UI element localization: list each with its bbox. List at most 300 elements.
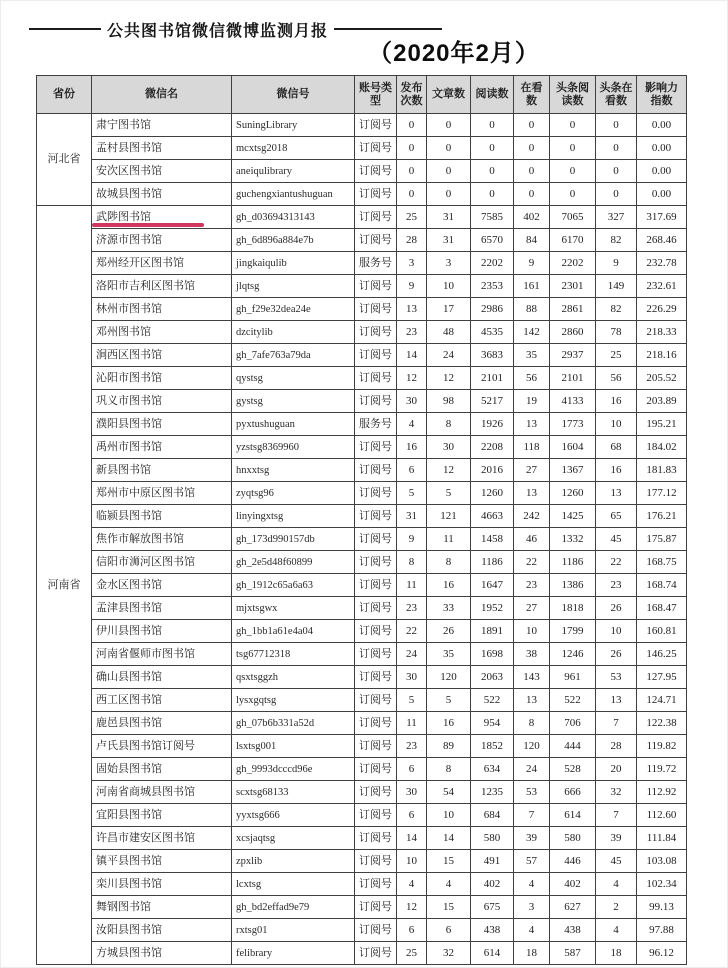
headline-read-cell: 0 <box>550 137 596 160</box>
wechat-name-cell: 涧西区图书馆 <box>92 344 232 367</box>
article-count-cell: 98 <box>427 390 471 413</box>
table-row <box>37 459 687 482</box>
headline-read-cell: 587 <box>550 942 596 965</box>
influence-index-cell: 232.61 <box>637 275 687 298</box>
influence-index-cell: 111.84 <box>637 827 687 850</box>
account-type-cell: 订阅号 <box>355 436 397 459</box>
read-count-cell: 634 <box>471 758 514 781</box>
look-count-cell: 7 <box>514 804 550 827</box>
column-header-0: 省份 <box>37 76 92 114</box>
headline-look-cell: 16 <box>596 390 637 413</box>
influence-index-cell: 232.78 <box>637 252 687 275</box>
publish-count-cell: 3 <box>397 252 427 275</box>
influence-index-cell: 0.00 <box>637 160 687 183</box>
table-row <box>37 850 687 873</box>
publish-count-cell: 8 <box>397 551 427 574</box>
province-cell: 河南省 <box>37 206 92 965</box>
wechat-name-cell: 宜阳县图书馆 <box>92 804 232 827</box>
account-type-cell: 服务号 <box>355 413 397 436</box>
read-count-cell: 1647 <box>471 574 514 597</box>
wechat-name-cell: 故城县图书馆 <box>92 183 232 206</box>
influence-index-cell: 226.29 <box>637 298 687 321</box>
article-count-cell: 15 <box>427 850 471 873</box>
column-header-6: 阅读数 <box>471 76 514 114</box>
wechat-id-cell: zyqtsg96 <box>232 482 355 505</box>
headline-read-cell: 402 <box>550 873 596 896</box>
column-header-3: 账号类型 <box>355 76 397 114</box>
headline-look-cell: 13 <box>596 689 637 712</box>
headline-look-cell: 32 <box>596 781 637 804</box>
table-row <box>37 137 687 160</box>
account-type-cell: 订阅号 <box>355 896 397 919</box>
article-count-cell: 0 <box>427 160 471 183</box>
headline-read-cell: 1332 <box>550 528 596 551</box>
wechat-name-cell: 确山县图书馆 <box>92 666 232 689</box>
account-type-cell: 订阅号 <box>355 850 397 873</box>
wechat-id-cell: lcxtsg <box>232 873 355 896</box>
table-row <box>37 919 687 942</box>
headline-read-cell: 438 <box>550 919 596 942</box>
read-count-cell: 2202 <box>471 252 514 275</box>
account-type-cell: 订阅号 <box>355 160 397 183</box>
read-count-cell: 5217 <box>471 390 514 413</box>
look-count-cell: 22 <box>514 551 550 574</box>
influence-index-cell: 0.00 <box>637 183 687 206</box>
look-count-cell: 35 <box>514 344 550 367</box>
account-type-cell: 订阅号 <box>355 298 397 321</box>
look-count-cell: 4 <box>514 919 550 942</box>
headline-look-cell: 18 <box>596 942 637 965</box>
headline-look-cell: 78 <box>596 321 637 344</box>
publish-count-cell: 6 <box>397 804 427 827</box>
publish-count-cell: 9 <box>397 528 427 551</box>
article-count-cell: 0 <box>427 183 471 206</box>
wechat-id-cell: zpxlib <box>232 850 355 873</box>
publish-count-cell: 13 <box>397 298 427 321</box>
wechat-id-cell: mjxtsgwx <box>232 597 355 620</box>
article-count-cell: 121 <box>427 505 471 528</box>
look-count-cell: 142 <box>514 321 550 344</box>
wechat-id-cell: qsxtsggzh <box>232 666 355 689</box>
article-count-cell: 6 <box>427 919 471 942</box>
article-count-cell: 11 <box>427 528 471 551</box>
publish-count-cell: 6 <box>397 758 427 781</box>
publish-count-cell: 16 <box>397 436 427 459</box>
headline-read-cell: 0 <box>550 160 596 183</box>
publish-count-cell: 6 <box>397 459 427 482</box>
wechat-id-cell: gh_07b6b331a52d <box>232 712 355 735</box>
influence-index-cell: 184.02 <box>637 436 687 459</box>
column-header-5: 文章数 <box>427 76 471 114</box>
look-count-cell: 0 <box>514 183 550 206</box>
wechat-name-cell: 河南省商城县图书馆 <box>92 781 232 804</box>
headline-read-cell: 528 <box>550 758 596 781</box>
influence-index-cell: 177.12 <box>637 482 687 505</box>
wechat-name-cell: 武陟图书馆 <box>92 206 232 229</box>
wechat-name-cell: 西工区图书馆 <box>92 689 232 712</box>
account-type-cell: 服务号 <box>355 252 397 275</box>
influence-index-cell: 168.75 <box>637 551 687 574</box>
table-row <box>37 942 687 965</box>
publish-count-cell: 11 <box>397 574 427 597</box>
headline-look-cell: 82 <box>596 229 637 252</box>
headline-look-cell: 45 <box>596 528 637 551</box>
influence-index-cell: 176.21 <box>637 505 687 528</box>
column-header-8: 头条阅读数 <box>550 76 596 114</box>
account-type-cell: 订阅号 <box>355 712 397 735</box>
look-count-cell: 120 <box>514 735 550 758</box>
article-count-cell: 54 <box>427 781 471 804</box>
headline-look-cell: 4 <box>596 919 637 942</box>
read-count-cell: 954 <box>471 712 514 735</box>
wechat-id-cell: mcxtsg2018 <box>232 137 355 160</box>
headline-read-cell: 706 <box>550 712 596 735</box>
read-count-cell: 1186 <box>471 551 514 574</box>
wechat-name-cell: 禹州市图书馆 <box>92 436 232 459</box>
wechat-id-cell: rxtsg01 <box>232 919 355 942</box>
wechat-name-cell: 郑州市中原区图书馆 <box>92 482 232 505</box>
read-count-cell: 491 <box>471 850 514 873</box>
influence-index-cell: 0.00 <box>637 114 687 137</box>
headline-look-cell: 56 <box>596 367 637 390</box>
wechat-name-cell: 新县图书馆 <box>92 459 232 482</box>
headline-read-cell: 446 <box>550 850 596 873</box>
table-row <box>37 298 687 321</box>
read-count-cell: 3683 <box>471 344 514 367</box>
influence-index-cell: 168.74 <box>637 574 687 597</box>
article-count-cell: 30 <box>427 436 471 459</box>
headline-read-cell: 4133 <box>550 390 596 413</box>
headline-look-cell: 16 <box>596 459 637 482</box>
wechat-name-cell: 洛阳市吉利区图书馆 <box>92 275 232 298</box>
table-row <box>37 229 687 252</box>
wechat-name-cell: 孟村县图书馆 <box>92 137 232 160</box>
wechat-id-cell: pyxtushuguan <box>232 413 355 436</box>
read-count-cell: 1891 <box>471 620 514 643</box>
headline-read-cell: 2202 <box>550 252 596 275</box>
publish-count-cell: 4 <box>397 873 427 896</box>
read-count-cell: 2101 <box>471 367 514 390</box>
report-masthead <box>1 1 727 39</box>
influence-index-cell: 317.69 <box>637 206 687 229</box>
influence-index-cell: 181.83 <box>637 459 687 482</box>
table-row <box>37 804 687 827</box>
influence-index-cell: 103.08 <box>637 850 687 873</box>
headline-read-cell: 1773 <box>550 413 596 436</box>
account-type-cell: 订阅号 <box>355 482 397 505</box>
wechat-id-cell: hnxxtsg <box>232 459 355 482</box>
table-header-row <box>37 76 687 114</box>
wechat-name-cell: 固始县图书馆 <box>92 758 232 781</box>
publish-count-cell: 4 <box>397 413 427 436</box>
look-count-cell: 27 <box>514 597 550 620</box>
account-type-cell: 订阅号 <box>355 321 397 344</box>
account-type-cell: 订阅号 <box>355 459 397 482</box>
headline-look-cell: 9 <box>596 252 637 275</box>
headline-read-cell: 961 <box>550 666 596 689</box>
headline-look-cell: 7 <box>596 712 637 735</box>
influence-index-cell: 203.89 <box>637 390 687 413</box>
look-count-cell: 27 <box>514 459 550 482</box>
wechat-id-cell: tsg67712318 <box>232 643 355 666</box>
headline-read-cell: 2860 <box>550 321 596 344</box>
read-count-cell: 522 <box>471 689 514 712</box>
publish-count-cell: 24 <box>397 643 427 666</box>
influence-index-cell: 119.72 <box>637 758 687 781</box>
account-type-cell: 订阅号 <box>355 551 397 574</box>
read-count-cell: 2016 <box>471 459 514 482</box>
wechat-name-cell: 镇平县图书馆 <box>92 850 232 873</box>
look-count-cell: 8 <box>514 712 550 735</box>
article-count-cell: 26 <box>427 620 471 643</box>
account-type-cell: 订阅号 <box>355 597 397 620</box>
look-count-cell: 18 <box>514 942 550 965</box>
article-count-cell: 10 <box>427 275 471 298</box>
publish-count-cell: 0 <box>397 114 427 137</box>
headline-read-cell: 0 <box>550 114 596 137</box>
influence-index-cell: 0.00 <box>637 137 687 160</box>
wechat-name-cell: 濮阳县图书馆 <box>92 413 232 436</box>
column-header-9: 头条在看数 <box>596 76 637 114</box>
article-count-cell: 33 <box>427 597 471 620</box>
report-title: 公共图书馆微信微博监测月报 <box>107 22 329 40</box>
table-row <box>37 321 687 344</box>
article-count-cell: 10 <box>427 804 471 827</box>
wechat-name-cell: 邓州图书馆 <box>92 321 232 344</box>
account-type-cell: 订阅号 <box>355 275 397 298</box>
read-count-cell: 2353 <box>471 275 514 298</box>
look-count-cell: 242 <box>514 505 550 528</box>
headline-read-cell: 614 <box>550 804 596 827</box>
influence-index-cell: 97.88 <box>637 919 687 942</box>
influence-index-cell: 124.71 <box>637 689 687 712</box>
influence-index-cell: 119.82 <box>637 735 687 758</box>
headline-read-cell: 1425 <box>550 505 596 528</box>
table-row <box>37 344 687 367</box>
influence-index-cell: 127.95 <box>637 666 687 689</box>
wechat-name-cell: 舞钢图书馆 <box>92 896 232 919</box>
account-type-cell: 订阅号 <box>355 344 397 367</box>
publish-count-cell: 14 <box>397 344 427 367</box>
read-count-cell: 614 <box>471 942 514 965</box>
column-header-1: 微信名 <box>92 76 232 114</box>
headline-read-cell: 1186 <box>550 551 596 574</box>
headline-look-cell: 26 <box>596 597 637 620</box>
article-count-cell: 35 <box>427 643 471 666</box>
column-header-7: 在看数 <box>514 76 550 114</box>
publish-count-cell: 30 <box>397 666 427 689</box>
wechat-name-cell: 河南省偃师市图书馆 <box>92 643 232 666</box>
read-count-cell: 1926 <box>471 413 514 436</box>
headline-read-cell: 522 <box>550 689 596 712</box>
wechat-name-cell: 林州市图书馆 <box>92 298 232 321</box>
table-row <box>37 873 687 896</box>
publish-count-cell: 12 <box>397 896 427 919</box>
table-row <box>37 896 687 919</box>
headline-read-cell: 1367 <box>550 459 596 482</box>
headline-look-cell: 0 <box>596 114 637 137</box>
wechat-name-cell: 许昌市建安区图书馆 <box>92 827 232 850</box>
look-count-cell: 57 <box>514 850 550 873</box>
publish-count-cell: 12 <box>397 367 427 390</box>
influence-index-cell: 168.47 <box>637 597 687 620</box>
look-count-cell: 53 <box>514 781 550 804</box>
read-count-cell: 1698 <box>471 643 514 666</box>
look-count-cell: 0 <box>514 137 550 160</box>
wechat-id-cell: felibrary <box>232 942 355 965</box>
look-count-cell: 0 <box>514 160 550 183</box>
headline-read-cell: 1246 <box>550 643 596 666</box>
influence-index-cell: 146.25 <box>637 643 687 666</box>
read-count-cell: 0 <box>471 183 514 206</box>
wechat-name-cell: 济源市图书馆 <box>92 229 232 252</box>
wechat-id-cell: dzcitylib <box>232 321 355 344</box>
article-count-cell: 32 <box>427 942 471 965</box>
account-type-cell: 订阅号 <box>355 137 397 160</box>
headline-read-cell: 444 <box>550 735 596 758</box>
read-count-cell: 684 <box>471 804 514 827</box>
influence-index-cell: 268.46 <box>637 229 687 252</box>
account-type-cell: 订阅号 <box>355 574 397 597</box>
headline-look-cell: 28 <box>596 735 637 758</box>
article-count-cell: 8 <box>427 551 471 574</box>
wechat-name-cell: 方城县图书馆 <box>92 942 232 965</box>
wechat-id-cell: gh_1bb1a61e4a04 <box>232 620 355 643</box>
look-count-cell: 3 <box>514 896 550 919</box>
headline-look-cell: 68 <box>596 436 637 459</box>
wechat-id-cell: gh_f29e32dea24e <box>232 298 355 321</box>
article-count-cell: 12 <box>427 367 471 390</box>
wechat-name-cell: 肃宁图书馆 <box>92 114 232 137</box>
look-count-cell: 10 <box>514 620 550 643</box>
headline-look-cell: 65 <box>596 505 637 528</box>
table-row <box>37 528 687 551</box>
article-count-cell: 15 <box>427 896 471 919</box>
publish-count-cell: 30 <box>397 390 427 413</box>
headline-read-cell: 6170 <box>550 229 596 252</box>
article-count-cell: 8 <box>427 413 471 436</box>
table-row <box>37 206 687 229</box>
account-type-cell: 订阅号 <box>355 528 397 551</box>
wechat-id-cell: linyingxtsg <box>232 505 355 528</box>
read-count-cell: 6570 <box>471 229 514 252</box>
table-row <box>37 597 687 620</box>
column-header-10: 影响力指数 <box>637 76 687 114</box>
article-count-cell: 5 <box>427 689 471 712</box>
publish-count-cell: 9 <box>397 275 427 298</box>
publish-count-cell: 0 <box>397 137 427 160</box>
headline-read-cell: 1799 <box>550 620 596 643</box>
table-row <box>37 712 687 735</box>
influence-index-cell: 218.16 <box>637 344 687 367</box>
column-header-4: 发布次数 <box>397 76 427 114</box>
wechat-id-cell: gh_bd2effad9e79 <box>232 896 355 919</box>
wechat-name-cell: 信阳市浉河区图书馆 <box>92 551 232 574</box>
article-count-cell: 89 <box>427 735 471 758</box>
wechat-name-cell: 伊川县图书馆 <box>92 620 232 643</box>
wechat-name-cell: 栾川县图书馆 <box>92 873 232 896</box>
read-count-cell: 2063 <box>471 666 514 689</box>
influence-index-cell: 112.92 <box>637 781 687 804</box>
account-type-cell: 订阅号 <box>355 229 397 252</box>
table-row <box>37 436 687 459</box>
account-type-cell: 订阅号 <box>355 206 397 229</box>
publish-count-cell: 11 <box>397 712 427 735</box>
article-count-cell: 4 <box>427 873 471 896</box>
headline-read-cell: 1818 <box>550 597 596 620</box>
publish-count-cell: 5 <box>397 482 427 505</box>
article-count-cell: 48 <box>427 321 471 344</box>
influence-index-cell: 112.60 <box>637 804 687 827</box>
look-count-cell: 24 <box>514 758 550 781</box>
account-type-cell: 订阅号 <box>355 367 397 390</box>
headline-look-cell: 23 <box>596 574 637 597</box>
table-row <box>37 827 687 850</box>
read-count-cell: 1852 <box>471 735 514 758</box>
article-count-cell: 31 <box>427 206 471 229</box>
influence-index-cell: 175.87 <box>637 528 687 551</box>
publish-count-cell: 23 <box>397 597 427 620</box>
table-row <box>37 390 687 413</box>
publish-count-cell: 28 <box>397 229 427 252</box>
table-row <box>37 643 687 666</box>
table-row <box>37 574 687 597</box>
read-count-cell: 1260 <box>471 482 514 505</box>
headline-look-cell: 10 <box>596 413 637 436</box>
influence-index-cell: 122.38 <box>637 712 687 735</box>
wechat-name-cell: 巩义市图书馆 <box>92 390 232 413</box>
read-count-cell: 0 <box>471 114 514 137</box>
headline-look-cell: 53 <box>596 666 637 689</box>
headline-read-cell: 627 <box>550 896 596 919</box>
wechat-id-cell: SuningLibrary <box>232 114 355 137</box>
headline-read-cell: 2101 <box>550 367 596 390</box>
article-count-cell: 17 <box>427 298 471 321</box>
look-count-cell: 56 <box>514 367 550 390</box>
influence-index-cell: 160.81 <box>637 620 687 643</box>
article-count-cell: 120 <box>427 666 471 689</box>
table-row <box>37 160 687 183</box>
headline-read-cell: 1386 <box>550 574 596 597</box>
headline-look-cell: 26 <box>596 643 637 666</box>
wechat-id-cell: jlqtsg <box>232 275 355 298</box>
account-type-cell: 订阅号 <box>355 758 397 781</box>
headline-look-cell: 4 <box>596 873 637 896</box>
article-count-cell: 24 <box>427 344 471 367</box>
headline-look-cell: 149 <box>596 275 637 298</box>
headline-read-cell: 2861 <box>550 298 596 321</box>
account-type-cell: 订阅号 <box>355 942 397 965</box>
read-count-cell: 2986 <box>471 298 514 321</box>
account-type-cell: 订阅号 <box>355 804 397 827</box>
read-count-cell: 1235 <box>471 781 514 804</box>
article-count-cell: 14 <box>427 827 471 850</box>
account-type-cell: 订阅号 <box>355 689 397 712</box>
wechat-name-cell: 鹿邑县图书馆 <box>92 712 232 735</box>
publish-count-cell: 31 <box>397 505 427 528</box>
look-count-cell: 4 <box>514 873 550 896</box>
influence-index-cell: 102.34 <box>637 873 687 896</box>
look-count-cell: 23 <box>514 574 550 597</box>
headline-look-cell: 327 <box>596 206 637 229</box>
table-row <box>37 252 687 275</box>
table-row <box>37 666 687 689</box>
wechat-name-cell: 焦作市解放图书馆 <box>92 528 232 551</box>
headline-read-cell: 2937 <box>550 344 596 367</box>
headline-look-cell: 39 <box>596 827 637 850</box>
wechat-id-cell: gh_6d896a884e7b <box>232 229 355 252</box>
wechat-id-cell: gh_9993dcccd96e <box>232 758 355 781</box>
